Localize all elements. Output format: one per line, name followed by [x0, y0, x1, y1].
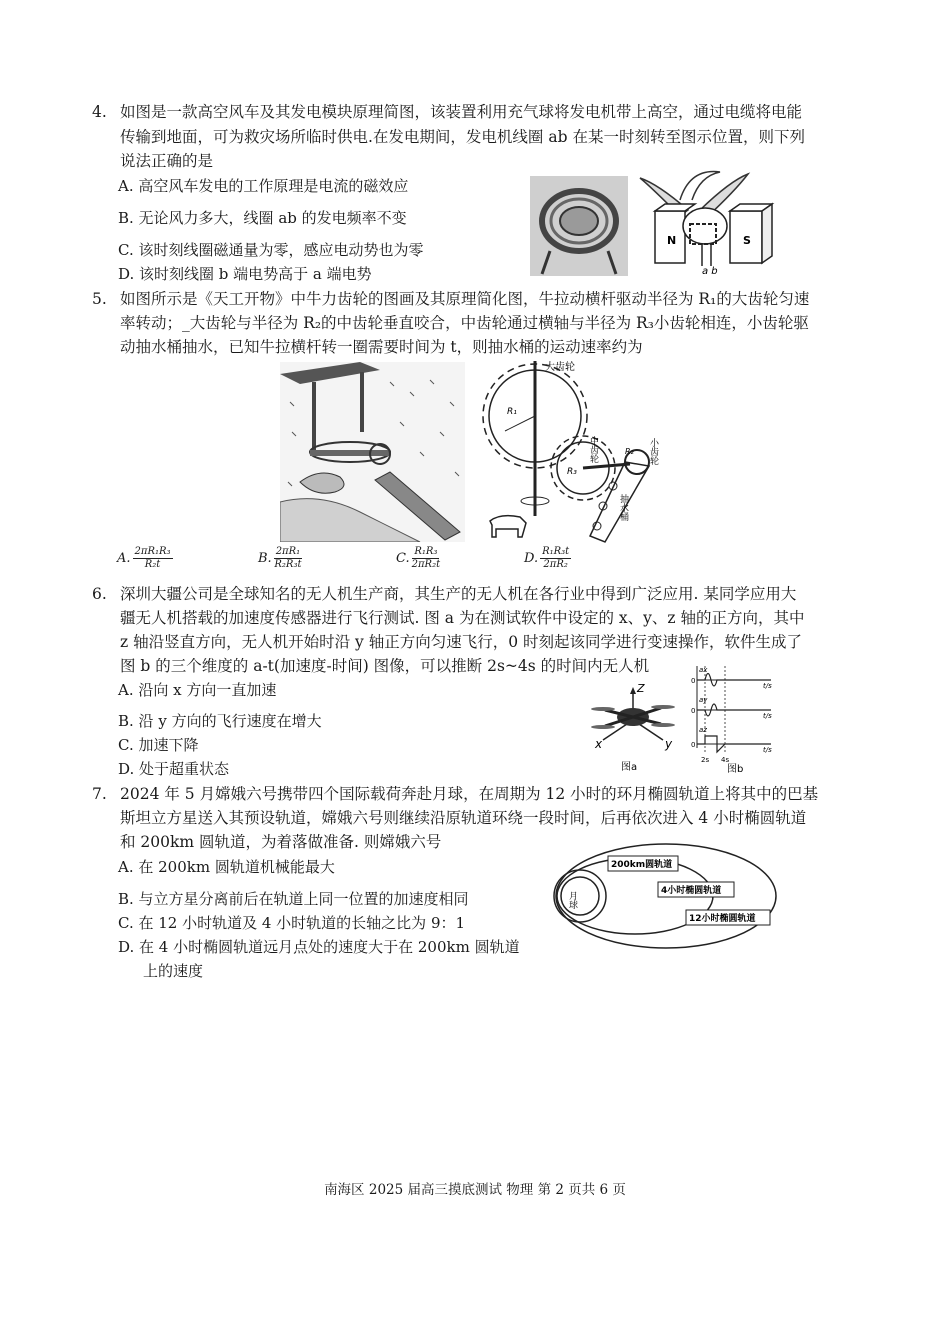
q5-option-c[interactable] [396, 546, 440, 571]
q5-option-d-numerator: R₁R₃t [542, 546, 570, 557]
big-gear-label: 大齿轮 [545, 362, 575, 373]
q7-stem-line-1: 2024 年 5 月嫦娥六号携带四个国际载荷奔赴月球，在周期为 12 小时的环月椭圆轨道上将其中的巴基 [120, 785, 819, 803]
q5-option-a-denominator: R₂t [144, 559, 161, 570]
q6-option-b[interactable]: B. 沿 y 方向的飞行速度在增大 [118, 712, 322, 730]
q5-option-c-denominator: 2πR₂t [411, 559, 441, 570]
q4-stem-line-1: 如图是一款高空风车及其发电模块原理简图，该装置利用充气球将发电机带上高空，通过电缆将电能 [120, 103, 803, 121]
q5-option-a[interactable] [117, 546, 173, 571]
bucket-label: 抽水桶 [618, 494, 628, 521]
wind-turbine-diagram [640, 172, 772, 277]
q4-windmill-figure [530, 166, 780, 278]
q5-option-d-denominator: 2πR₂ [543, 559, 568, 570]
q5-option-a-label: A. [117, 551, 131, 566]
q5-option-c-label: C. [396, 551, 410, 566]
r3-label: R₃ [567, 467, 577, 477]
q7-orbit-figure [550, 840, 780, 952]
magnet-s-label: S [743, 234, 751, 247]
q5-option-d[interactable] [524, 546, 571, 571]
q6-number: 6. [92, 585, 107, 603]
orbit-200km-label: 200km圆轨道 [611, 860, 673, 870]
page-footer: 南海区 2025 届高三摸底测试 物理 第 2 页共 6 页 [324, 1182, 626, 1198]
coil-ab-label: a b [702, 266, 718, 277]
ts-label-3: t/s [763, 746, 772, 754]
q6-stem-line-2: 疆无人机搭载的加速度传感器进行飞行测试. 图 a 为在测试软件中设定的 x、y、z 轴的正方向，其中 [120, 609, 805, 627]
q5-gear-diagram [475, 356, 665, 552]
fig-a-caption: 图a [621, 762, 638, 773]
q6-option-a[interactable]: A. 沿向 x 方向一直加速 [118, 681, 277, 699]
q6-stem-line-3: z 轴沿竖直方向，无人机开始时沿 y 轴正方向匀速飞行，0 时刻起该同学进行变速操作，软件生成了 [120, 633, 802, 651]
q6-option-d[interactable]: D. 处于超重状态 [118, 760, 230, 778]
q5-ancient-gear-painting [280, 362, 465, 542]
t4-label: 4s [721, 756, 730, 764]
q6-stem-line-4: 图 b 的三个维度的 a-t(加速度-时间) 图像，可以推断 2s~4s 的时间内无人机 [120, 657, 650, 675]
q5-stem-line-1: 如图所示是《天工开物》中牛力齿轮的图画及其原理简化图，牛拉动横杆驱动半径为 R₁的大齿轮匀速 [120, 290, 810, 308]
magnet-n-label: N [667, 234, 677, 247]
q6-stem-line-1: 深圳大疆公司是全球知名的无人机生产商，其生产的无人机在各行业中得到广泛应用. 某同学应用大 [120, 585, 797, 603]
q6-option-c[interactable]: C. 加速下降 [118, 736, 199, 754]
ay-label: ay [699, 696, 708, 704]
zero-label-3: 0 [691, 741, 696, 749]
q7-option-d[interactable]: D. 在 4 小时椭圆轨道远月点处的速度大于在 200km 圆轨道 [118, 938, 520, 956]
q5-option-b[interactable] [258, 546, 302, 571]
x-axis-label: x [595, 737, 603, 751]
q4-option-d[interactable]: D. 该时刻线圈 b 端电势高于 a 端电势 [118, 265, 372, 283]
zero-label-1: 0 [691, 677, 696, 685]
q5-option-b-numerator: 2πR₁ [275, 546, 301, 557]
q4-stem-line-3: 说法正确的是 [120, 152, 214, 170]
q7-stem-line-3: 和 200km 圆轨道，为着落做准备. 则嫦娥六号 [120, 833, 442, 851]
z-axis-label: Z [637, 682, 645, 695]
mid-gear-label: 中齿轮 [588, 436, 598, 463]
q5-stem-line-3: 动抽水桶抽水，已知牛拉横杆转一圈需要时间为 t，则抽水桶的运动速率约为 [120, 338, 643, 356]
q7-option-c[interactable]: C. 在 12 小时轨道及 4 小时轨道的长轴之比为 9：1 [118, 914, 466, 932]
ox-icon [490, 497, 549, 537]
q4-number: 4. [92, 103, 107, 121]
az-label: az [699, 726, 707, 734]
big-gear [483, 361, 587, 516]
orbit-12h-label: 12小时椭圆轨道 [689, 914, 756, 924]
q4-option-c[interactable]: C. 该时刻线圈磁通量为零，感应电动势也为零 [118, 241, 424, 259]
q4-option-a[interactable]: A. 高空风车发电的工作原理是电流的磁效应 [118, 177, 409, 195]
r1-label: R₁ [507, 407, 517, 417]
q5-option-b-denominator: R₂R₃t [274, 559, 302, 570]
r2-label: R₂ [625, 447, 634, 456]
q4-option-b[interactable]: B. 无论风力多大，线圈 ab 的发电频率不变 [118, 209, 407, 227]
q4-stem-line-2: 传输到地面，可为救灾场所临时供电.在发电期间，发电机线圈 ab 在某一时刻转至图示位置，则下列 [120, 128, 805, 146]
q5-option-a-numerator: 2πR₁R₃ [134, 546, 171, 557]
ax-label: ax [699, 666, 708, 674]
q7-option-b[interactable]: B. 与立方星分离前后在轨道上同一位置的加速度相同 [118, 890, 469, 908]
q7-option-d-cont: 上的速度 [143, 962, 204, 980]
moon-label: 月球 [567, 891, 577, 909]
q7-stem-line-2: 斯坦立方星送入其预设轨道，嫦娥六号则继续沿原轨道环绕一段时间，后再依次进入 4 小时椭圆轨道 [120, 809, 807, 827]
q7-number: 7. [92, 785, 107, 803]
q5-option-b-label: B. [258, 551, 272, 566]
q7-option-a[interactable]: A. 在 200km 圆轨道机械能最大 [118, 858, 335, 876]
y-axis-label: y [665, 737, 673, 751]
zero-label-2: 0 [691, 707, 696, 715]
q6-drone-figure [585, 662, 785, 777]
q5-number: 5. [92, 290, 107, 308]
orbit-4h-label: 4小时椭圆轨道 [661, 886, 722, 896]
ts-label-2: t/s [763, 712, 772, 720]
small-gear-label: 小齿轮 [648, 438, 658, 465]
q5-option-d-label: D. [524, 551, 539, 566]
drone-icon [591, 687, 675, 740]
ts-label-1: t/s [763, 682, 772, 690]
t2-label: 2s [701, 756, 710, 764]
fig-b-caption: 图b [727, 764, 744, 775]
q5-stem-line-2: 率转动；_大齿轮与半径为 R₂的中齿轮垂直咬合，中齿轮通过横轴与半径为 R₃小齿轮相连，小齿轮驱 [120, 314, 809, 332]
q5-option-c-numerator: R₁R₃ [414, 546, 438, 557]
